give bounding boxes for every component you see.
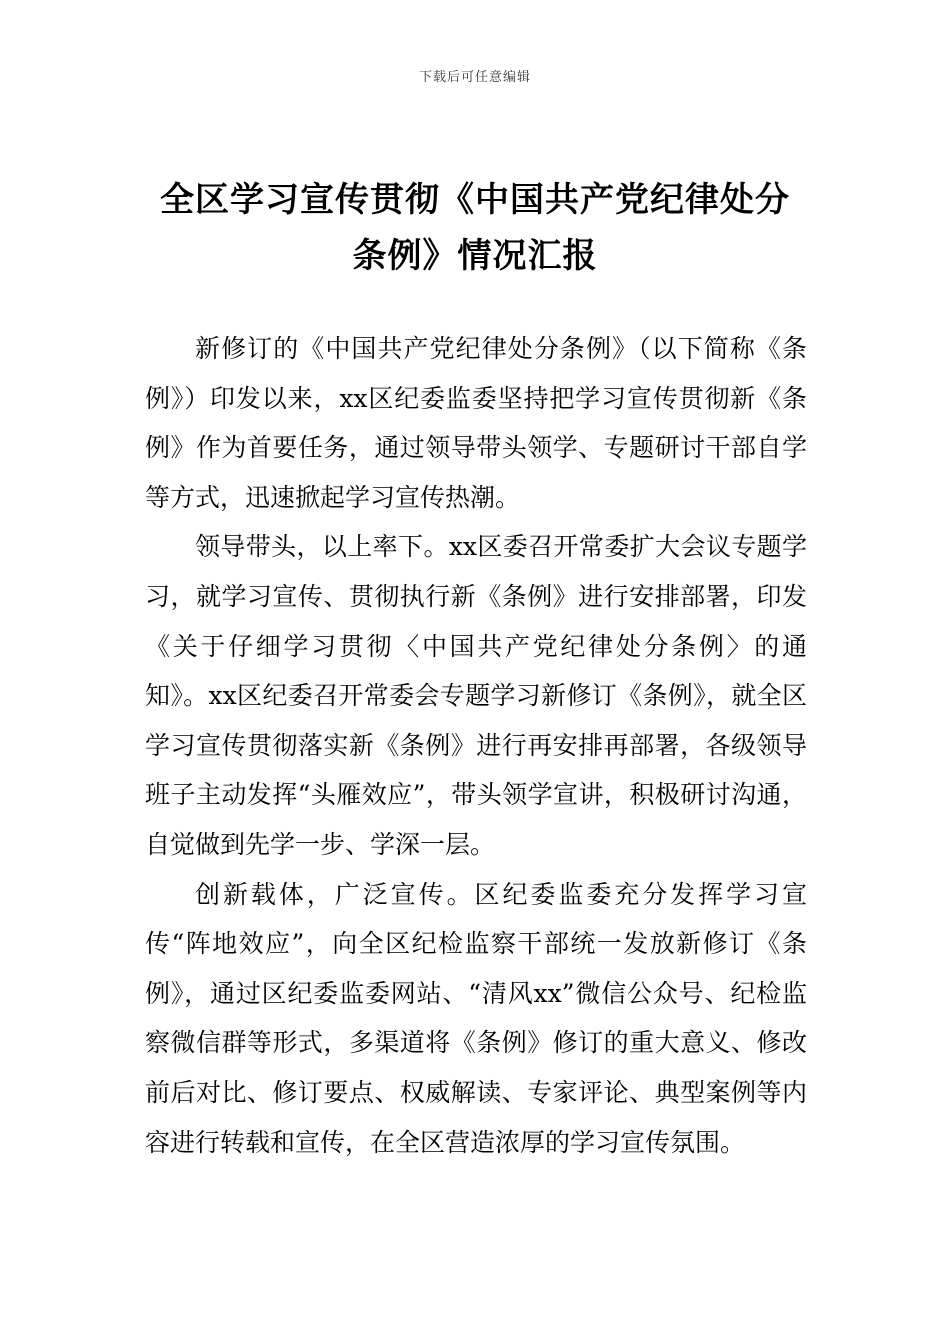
header-note: 下载后可任意编辑: [418, 70, 531, 85]
paragraph-leadership: 领导带头，以上率下。xx区委召开常委扩大会议专题学习，就学习宣传、贯彻执行新《条例》进行安排部署，印发《关于仔细学习贯彻〈中国共产党纪律处分条例〉的通知》。xx区纪委召开常委会专题学习新修订《条例》，就全区学习宣传贯彻落实新《条例》进行再安排再部署，各级领导班子主动发挥“头雁效应”，带头领学宣讲，积极研讨沟通，自觉做到先学一步、学深一层。: [145, 532, 807, 859]
document-body: [145, 324, 807, 1167]
paragraph-intro: 新修订的《中国共产党纪律处分条例》（以下简称《条例》）印发以来，xx区纪委监委坚持把学习宣传贯彻新《条例》作为首要任务，通过领导带头领学、专题研讨干部自学等方式，迅速掀起学习宣传热潮。: [145, 334, 807, 512]
title-line-2: 条例》情况汇报: [352, 236, 598, 276]
document-title: [145, 172, 805, 284]
title-line-1: 全区学习宣传贯彻《中国共产党纪律处分: [160, 180, 790, 220]
paragraph-publicity: 创新载体，广泛宣传。区纪委监委充分发挥学习宣传“阵地效应”，向全区纪检监察干部统一发放新修订《条例》，通过区纪委监委网站、“清风xx”微信公众号、纪检监察微信群等形式，多渠道将《条例》修订的重大意义、修改前后对比、修订要点、权威解读、专家评论、典型案例等内容进行转载和宣传，在全区营造浓厚的学习宣传氛围。: [145, 879, 807, 1157]
